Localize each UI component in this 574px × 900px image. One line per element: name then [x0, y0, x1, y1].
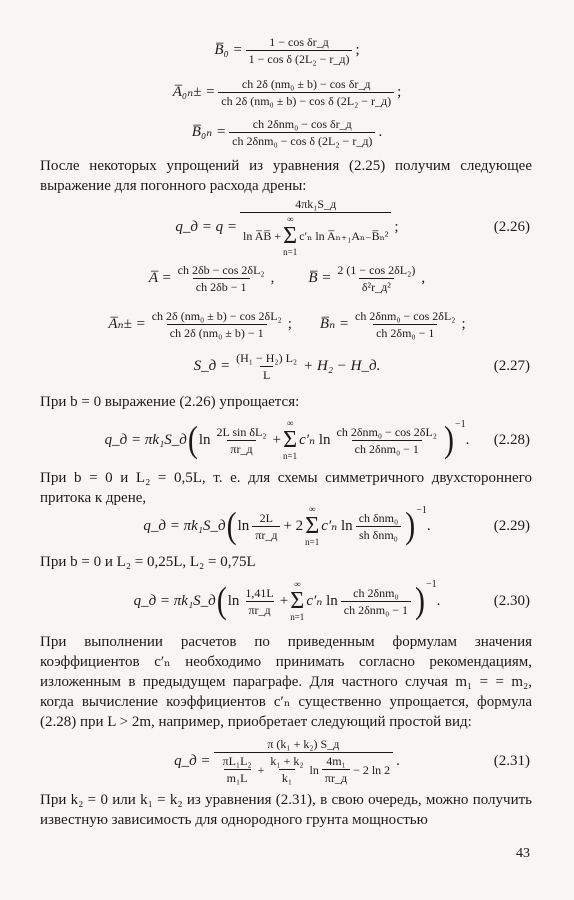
- equation-a-b: A̅ = $\frac{\text{ch 2δb − cos 2δL₂}}{ch 2\delta b - 1}$ , B̅ = $\frac{\text{2 (1 − cos 2δL₂)}}{\text{δ²r\_д²}}$ ,: [148, 263, 426, 294]
- fraction: $\frac{\text{1 − cos δr\_д}}{\text{1 − cos δ (2L₂ − r\_д)}}$: [246, 36, 353, 65]
- equation-b0: B̅₀ = $\frac{\text{1 − cos δr\_д}}{\text{1 − cos δ (2L₂ − r\_д)}}$ ;: [214, 35, 360, 66]
- equation-2-26: q_д = q = 4πk₁S_д ln A̅B̅ + ∞ Σ n=1 c′ₙ ln A̅ₙ₊₁Aₙ₋B̅ₙ² ; (2.26): [175, 196, 530, 257]
- eq-left: B̅₀ =: [214, 42, 243, 58]
- equation-2-31: q_д = π (k₁ + k₂) S_д $\frac{\text{πL₁L₂}}{\text{m₁L}}$ + $\frac{\text{k₁ + k₂}}{\text{k₁}}$ ln $\frac{\text{4m₁}}{\pi r\_д}$ − 2 ln 2 . (2.31): [174, 737, 530, 785]
- equation-2-28: q_д = πk₁S_д ( ln $\frac{\text{2L sin δL₂}}{\pi r\_д}$ + ∞ Σ n=1 c′ₙ ln $\frac{\text{ch 2δnm₀ − cos 2δL₂}}{\text{ch 2δnm₀ − 1}}$ ) $^{-1}$ . (2.28): [104, 418, 530, 461]
- paragraph-1: После некоторых упрощений из уравнения (2.25) получим следующее выражение для погонного расхода дрены:: [40, 158, 532, 194]
- equation-2-30: q_д = πk₁S_д ( ln $\frac{1,41L}{\pi r\_д}$ + ∞ Σ n=1 c′ₙ ln $\frac{\text{ch 2δnm₀}}{\text{ch 2δnm₀ − 1}}$ ) $^{-1}$ . (2.30): [133, 579, 530, 622]
- paragraph-3: При b = 0 и L₂ = 0,5L, т. е. для схемы симметричного двухстороннего притока к дрене,: [40, 470, 532, 506]
- equation-an-bn: A̅ₙ± = $\frac{\text{ch 2δ (nm₀ ± b) − cos 2δL₂}}{\text{ch 2δ (nm₀ ± b) − 1}}$ ; B̅ₙ = $\frac{\text{ch 2δnm₀ − cos 2δL₂}}{\text{ch 2δm₀ − 1}}$ ;: [108, 309, 466, 340]
- paragraph-2: При b = 0 выражение (2.26) упрощается:: [40, 394, 300, 410]
- equation-number: (2.26): [493, 218, 530, 235]
- equation-b0n: B̅₀ₙ = $\frac{\text{ch 2δnm₀ − cos δr\_д}}{\text{ch 2δnm₀ − cos δ (2L₂ − r\_д)}}$ .: [191, 117, 383, 148]
- paragraph-4: При b = 0 и L₂ = 0,25L, L₂ = 0,75L: [40, 554, 256, 570]
- equation-2-29: q_д = πk₁S_д ( ln $\frac{2L}{\pi r\_д}$ + 2 ∞ Σ n=1 c′ₙ ln $\frac{\text{ch δnm₀}}{\text{sh δnm₀}}$ ) $^{-1}$ . (2.29): [143, 504, 530, 547]
- equation-a0n: A̅₀ₙ± = $\frac{\text{ch 2δ (nm₀ ± b) − cos δr\_д}}{\text{ch 2δ (nm₀ ± b) − cos δ (2L₂ − r\_д)}}$ ;: [172, 77, 402, 108]
- equation-2-27: S_д = $\frac{\text{(H₁ − H₂) L₂}}{L}$ + H₂ − H_д. (2.27): [193, 351, 530, 382]
- paragraph-6: При k₂ = 0 или k₁ = k₂ из уравнения (2.31), в свою очередь, можно получить известную зависимость для однородного грунта мощностью: [40, 792, 532, 828]
- paragraph-5: При выполнении расчетов по приведенным формулам значения коэффициентов c′ₙ необходимо принимать согласно рекомендациям, изложенным в предыдущем параграфе. Для частного случая m₁ = = m₂, когда вычисление коэффициентов c′ₙ существенно упрощается, формула (2.28) при L > 2m, например, приобретает следующий простой вид:: [40, 634, 532, 730]
- page-number: 43: [516, 846, 530, 861]
